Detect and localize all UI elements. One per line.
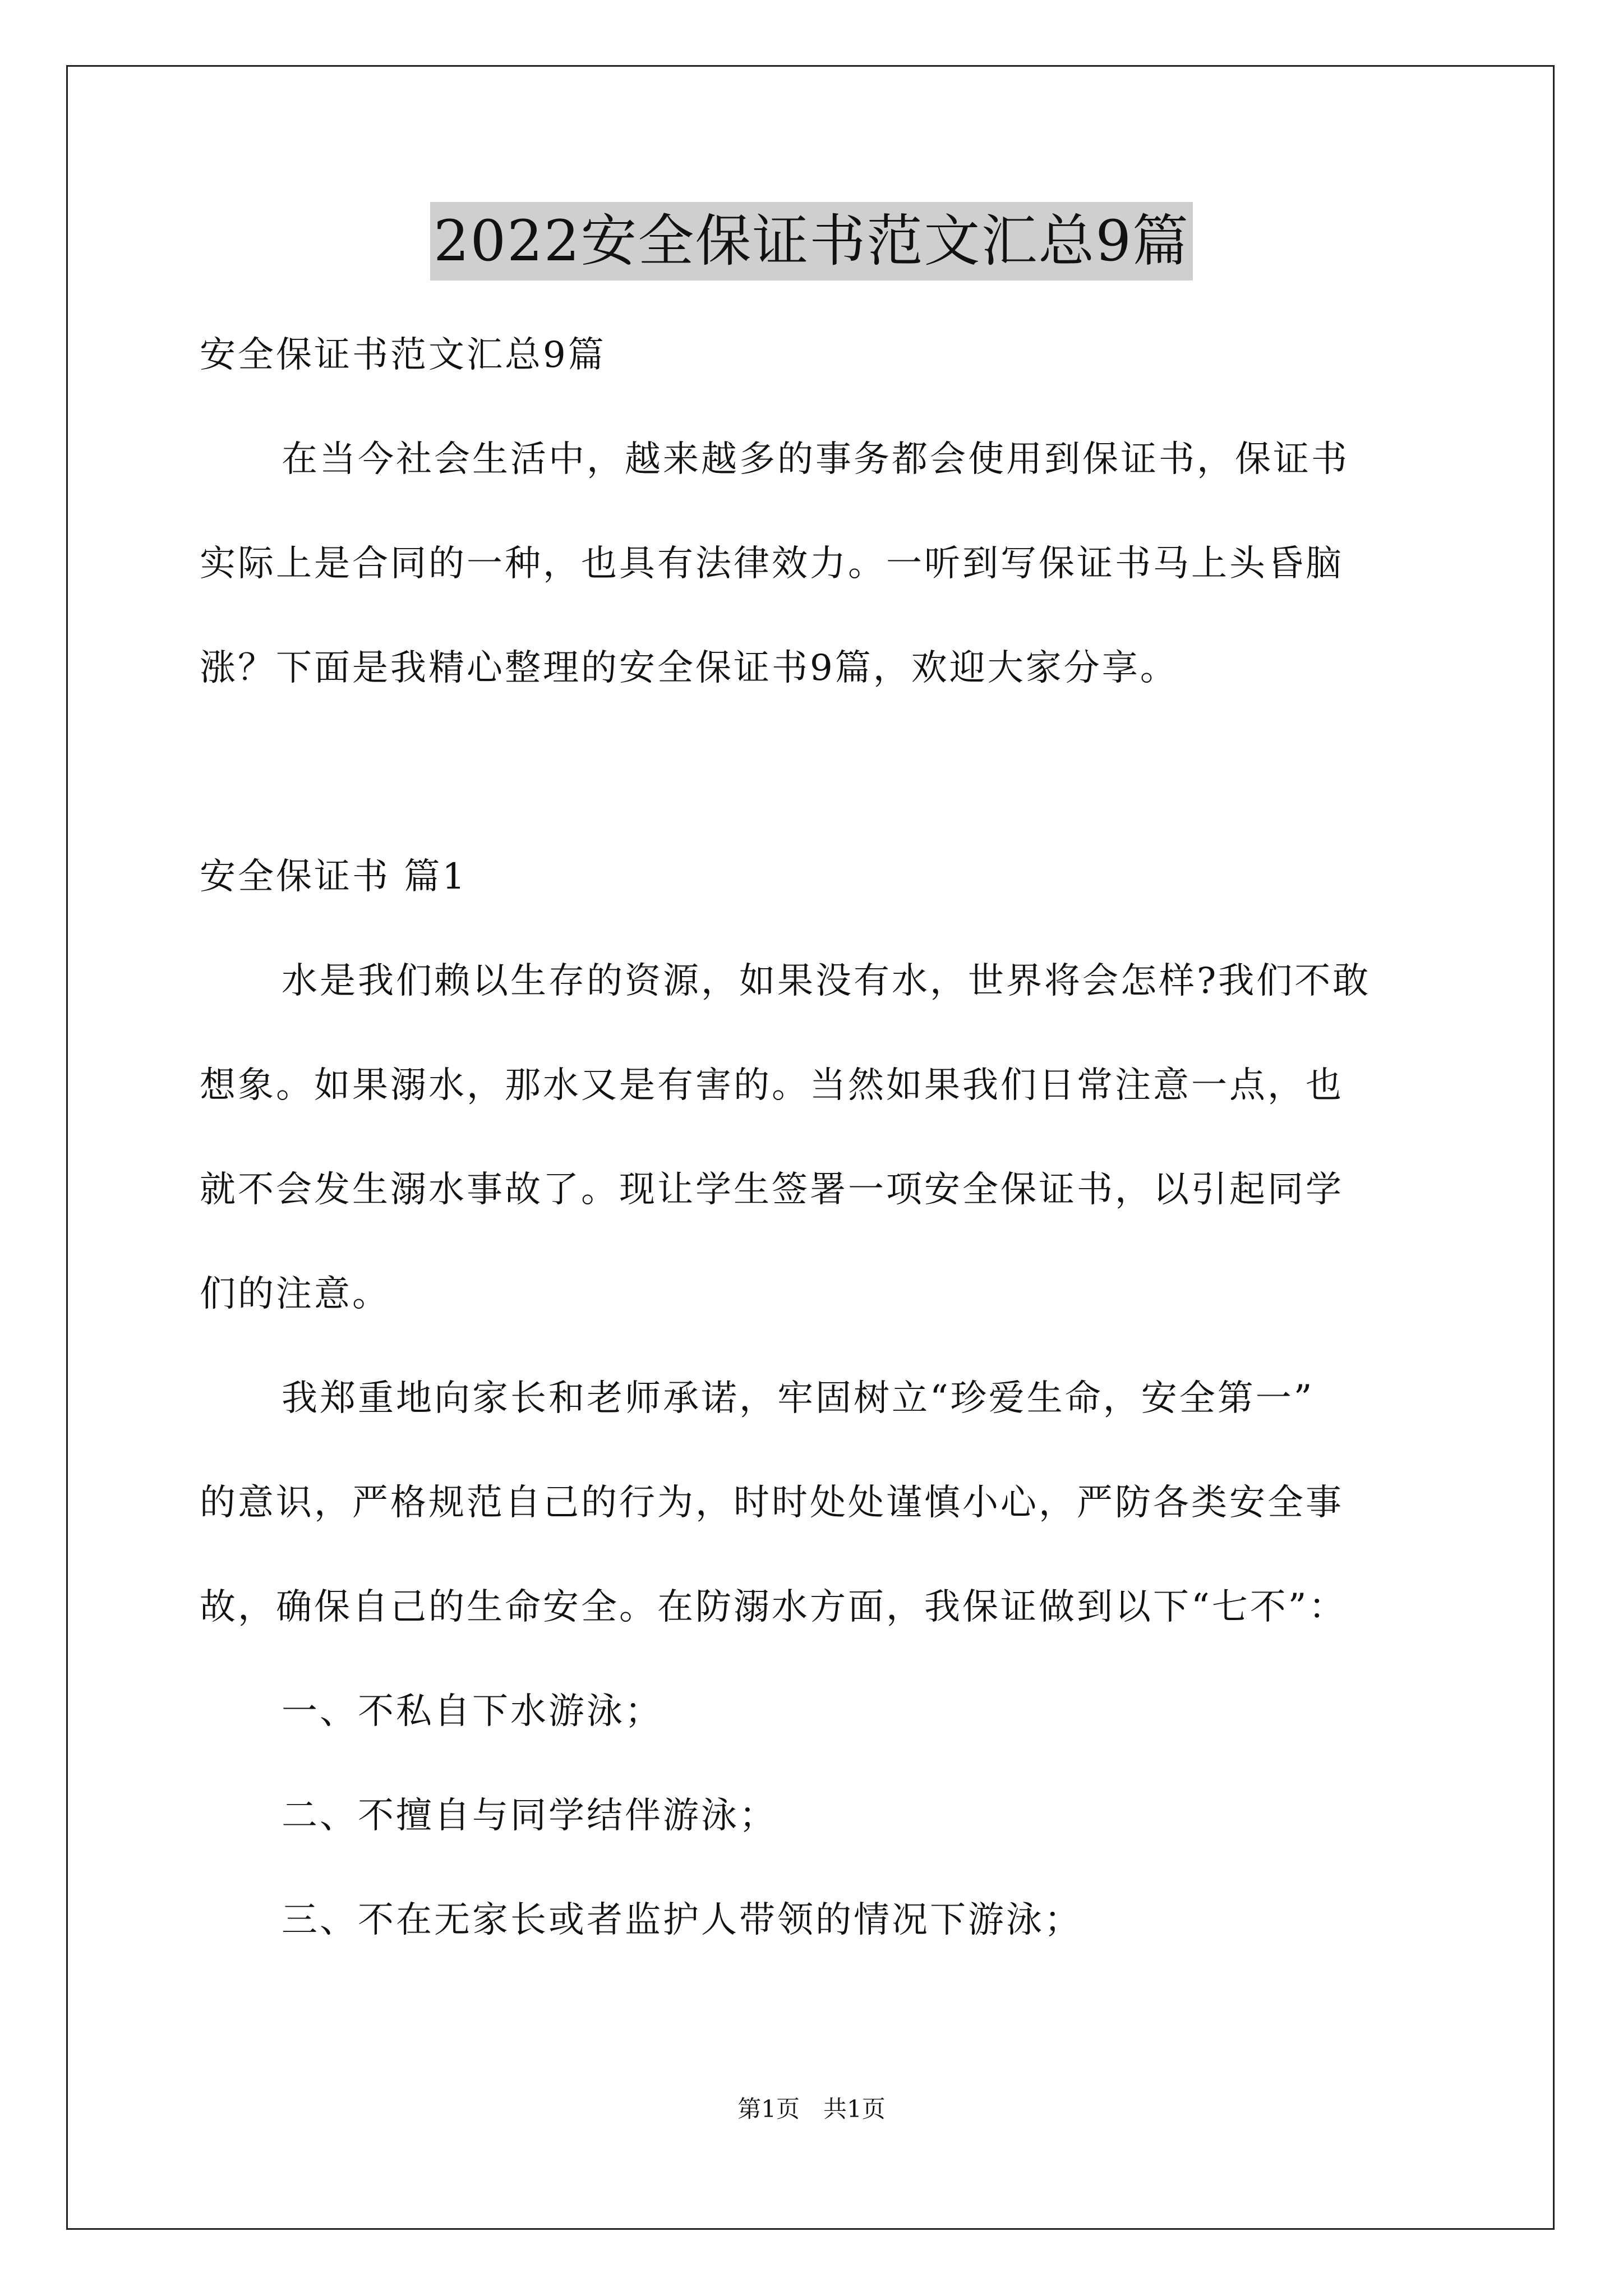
title-container — [0, 202, 1623, 280]
list-item: 三、不在无家长或者监护人带领的情况下游泳； — [282, 1899, 1082, 1941]
blank-line — [200, 720, 1433, 825]
paragraph-line: 在当今社会生活中，越来越多的事务都会使用到保证书，保证书 — [282, 439, 1349, 480]
document-title: 2022安全保证书范文汇总9篇 — [430, 202, 1193, 280]
list-item: 二、不擅自与同学结伴游泳； — [282, 1795, 777, 1837]
paragraph-line: 故，确保自己的生命安全。在防溺水方面，我保证做到以下“七不”： — [200, 1586, 1347, 1628]
page-footer: 第1页 共1页 — [737, 2095, 886, 2123]
list-item: 一、不私自下水游泳； — [282, 1691, 663, 1732]
paragraph-line: 的意识，严格规范自己的行为，时时处处谨慎小心，严防各类安全事 — [200, 1482, 1344, 1524]
paragraph-line: 想象。如果溺水，那水又是有害的。当然如果我们日常注意一点，也 — [200, 1065, 1344, 1106]
paragraph-line: 们的注意。 — [200, 1273, 390, 1315]
section-heading: 安全保证书 篇1 — [200, 856, 468, 898]
paragraph-line: 涨？下面是我精心整理的安全保证书9篇，欢迎大家分享。 — [200, 647, 1178, 689]
document-body — [200, 303, 1433, 1972]
paragraph-line: 就不会发生溺水事故了。现让学生签署一项安全保证书，以引起同学 — [200, 1169, 1344, 1211]
paragraph-line: 我郑重地向家长和老师承诺，牢固树立“珍爱生命，安全第一” — [282, 1378, 1315, 1419]
subtitle-line: 安全保证书范文汇总9篇 — [200, 334, 606, 376]
paragraph-line: 实际上是合同的一种，也具有法律效力。一听到写保证书马上头昏脑 — [200, 543, 1344, 585]
paragraph-line: 水是我们赖以生存的资源，如果没有水，世界将会怎样?我们不敢 — [282, 960, 1371, 1002]
